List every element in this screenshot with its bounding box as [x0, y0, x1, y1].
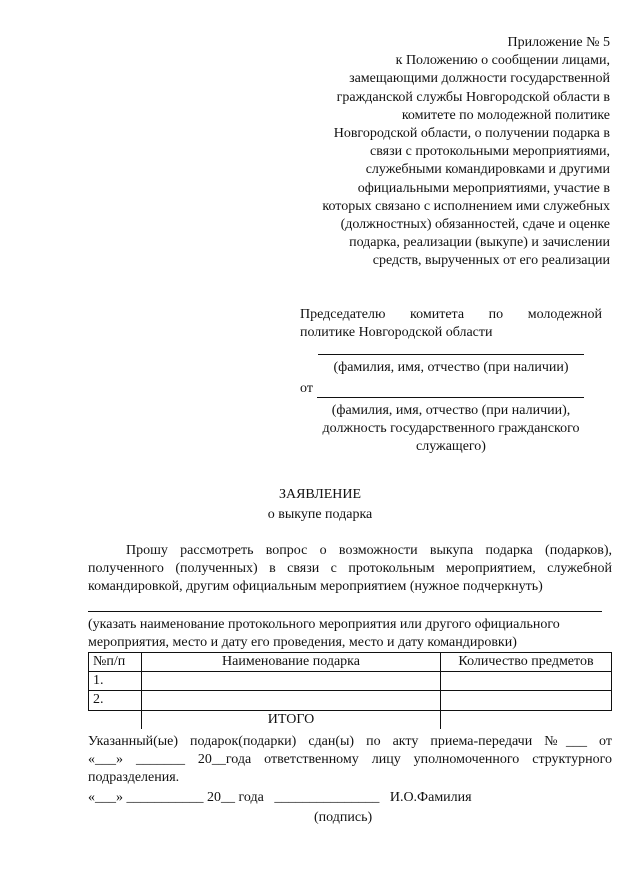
- event-field[interactable]: [88, 611, 602, 612]
- header-gift-name: Наименование подарка: [142, 652, 441, 671]
- addressee-word: по: [488, 307, 504, 322]
- appendix-line: связи с протокольными мероприятиями,: [370, 144, 610, 160]
- signature-hint: (подпись): [314, 810, 373, 826]
- appendix-line: гражданской службы Новгородской области в: [336, 89, 610, 105]
- table-row: [89, 691, 612, 710]
- paragraph-line: полученного (полученных) в связи с протокольным мероприятием, служебной: [88, 561, 612, 577]
- statement-body: [88, 542, 612, 828]
- addressee-word: молодежной: [527, 307, 602, 322]
- header-number: №п/п: [89, 652, 142, 671]
- appendix-line: комитете по молодежной политике: [401, 107, 610, 123]
- statement-title-block: [0, 486, 640, 524]
- appendix-line: Новгородской области, о получении подарка в: [333, 125, 610, 141]
- sender-hint-line: (фамилия, имя, отчество (при наличии),: [331, 402, 571, 418]
- appendix-line: официальными мероприятиями, участие в: [357, 180, 610, 196]
- row-number: 1.: [89, 672, 142, 691]
- statement-title: ЗАЯВЛЕНИЕ: [278, 487, 362, 502]
- sender-field[interactable]: [317, 383, 584, 398]
- appendix-line: (должностных) обязанностей, сдаче и оценке: [340, 216, 610, 232]
- addressee-word: Председателю: [300, 307, 386, 322]
- event-hint-line: мероприятия, место и дату его проведения, место и дату командировки): [88, 634, 517, 650]
- transfer-line: Указанный(ые) подарок(подарки) сдан(ы) по акту приема-передачи №___ от: [88, 733, 612, 749]
- appendix-line: средств, вырученных от его реализации: [372, 253, 610, 269]
- appendix-line: служебными командировками и другими: [365, 162, 610, 178]
- row-gift-name[interactable]: [142, 672, 441, 691]
- sender-hint-line: служащего): [416, 439, 486, 455]
- header-quantity: Количество предметов: [441, 652, 612, 671]
- sender-hint-line: должность государственного гражданского: [322, 420, 580, 436]
- appendix-line: которых связано с исполнением ими служебных: [322, 198, 610, 214]
- paragraph-line: командировкой, другим официальным мероприятием (нужное подчеркнуть): [88, 579, 543, 595]
- total-label: ИТОГО: [142, 710, 441, 729]
- row-quantity[interactable]: [441, 691, 612, 710]
- table-row: [89, 672, 612, 691]
- event-hint-line: (указать наименование протокольного мероприятия или другого официального: [88, 616, 560, 632]
- addressee-fio-hint: (фамилия, имя, отчество (при наличии): [333, 360, 569, 376]
- addressee-line-1: [300, 306, 602, 324]
- date-signature-line: «___» ___________ 20__ года _______________ И.О.Фамилия: [88, 790, 472, 806]
- transfer-line: подразделения.: [88, 770, 180, 786]
- row-number: 2.: [89, 691, 142, 710]
- transfer-line: «___» _______ 20__года ответственному лицу уполномоченного структурного: [88, 751, 612, 767]
- appendix-line: замещающими должности государственной: [349, 71, 610, 87]
- appendix-line: подарка, реализации (выкупе) и зачислении: [349, 235, 610, 251]
- statement-subtitle: о выкупе подарка: [267, 507, 373, 523]
- total-quantity[interactable]: [441, 710, 612, 729]
- table-total-row: [89, 710, 612, 729]
- appendix-line: Приложение № 5: [507, 35, 610, 50]
- appendix-header: [290, 34, 610, 270]
- row-gift-name[interactable]: [142, 691, 441, 710]
- addressee-word: комитета: [410, 307, 465, 322]
- paragraph-line: Прошу рассмотреть вопрос о возможности выкупа подарка (подарков),: [126, 543, 612, 558]
- gifts-table: [88, 652, 612, 729]
- addressee-line-2: политике Новгородской области: [300, 325, 493, 341]
- sender-from-label: от: [300, 380, 313, 396]
- sender-row: [300, 380, 602, 398]
- row-quantity[interactable]: [441, 672, 612, 691]
- table-header-row: [89, 652, 612, 671]
- appendix-line: к Положению о сообщении лицами,: [395, 53, 610, 69]
- addressee-fio-field[interactable]: [318, 354, 584, 355]
- addressee-block: [300, 306, 602, 456]
